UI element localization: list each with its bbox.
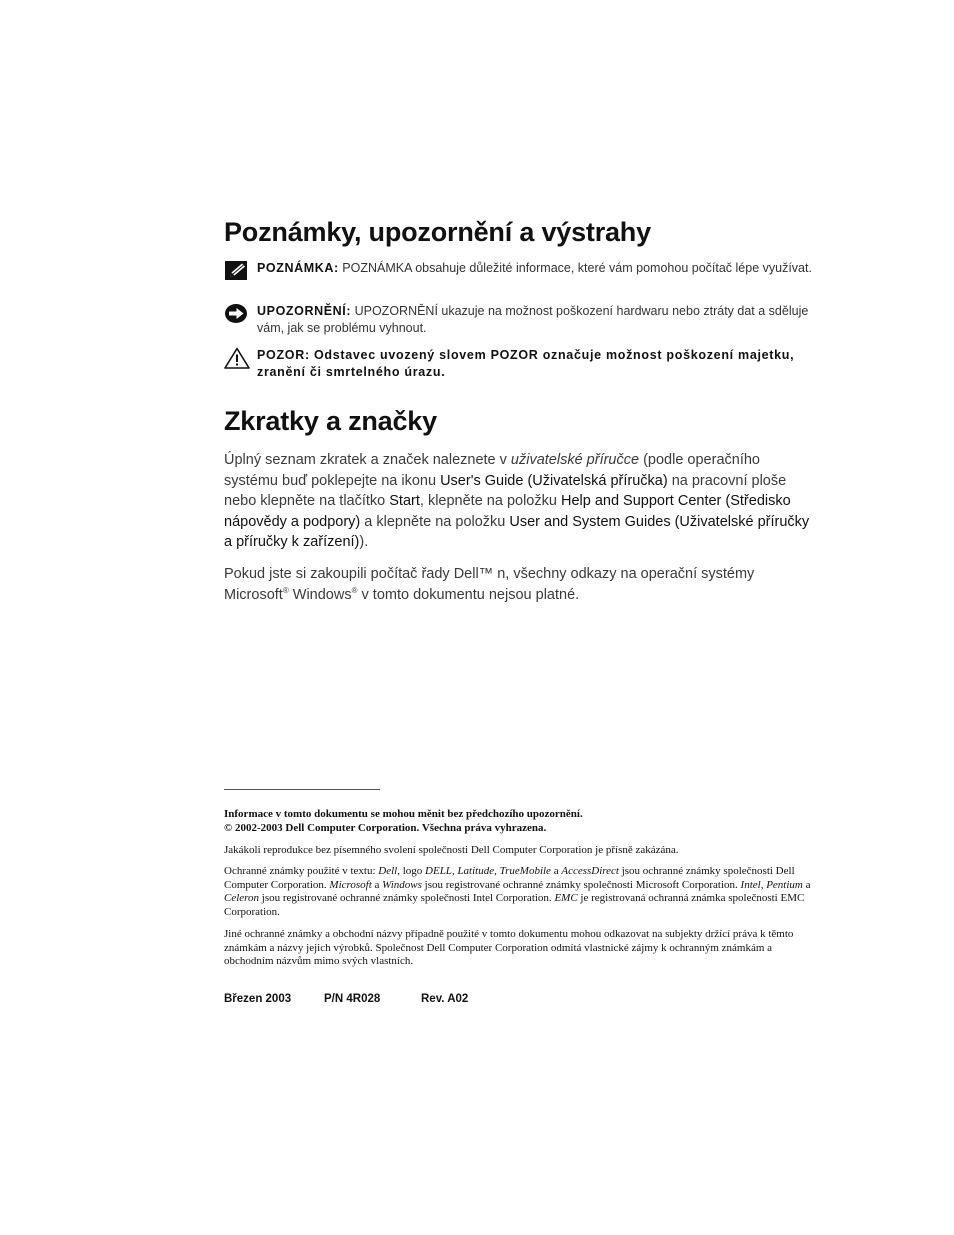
- legal-notice-header: [224, 808, 814, 835]
- start-button-label: Start: [389, 493, 420, 509]
- users-guide-icon-label: User's Guide (Uživatelská příručka): [440, 472, 668, 489]
- text-run: Windows: [288, 586, 352, 603]
- text-run: na pracovní ploše nebo klepněte na tlačítko: [224, 472, 787, 509]
- trademarks-text: [224, 865, 814, 919]
- text-run: (podle operačního systému buď poklepejte na ikonu: [224, 452, 760, 489]
- trademark-name: AccessDirect: [561, 865, 619, 877]
- trademark-name: Windows: [382, 878, 422, 891]
- legal-change-notice: Informace v tomto dokumentu se mohou měnit bez předchozího upozornění.: [224, 808, 583, 820]
- note-label: POZNÁMKA:: [257, 261, 339, 275]
- text-run: jsou registrované ochranné známky společnosti Microsoft Corporation.: [421, 878, 741, 891]
- trademark-name: EMC: [554, 892, 578, 905]
- caution-text: POZOR: Odstavec uvozený slovem POZOR označuje možnost poškození majetku, zranění či smrtelného úrazu.: [257, 348, 795, 379]
- help-support-center-label: Help and Support Center (Středisko nápovědy a podpory): [224, 493, 791, 530]
- notice-label: UPOZORNĚNÍ:: [257, 304, 352, 318]
- trademark-name: Latitude: [457, 865, 495, 877]
- registered-mark: ®: [282, 585, 289, 595]
- trademark-name: Intel: [740, 878, 761, 891]
- trademark-name: TrueMobile: [499, 865, 551, 877]
- user-system-guides-label: User and System Guides (Uživatelské příručky a příručky k zařízení): [224, 513, 810, 550]
- text-run: a: [371, 878, 383, 891]
- trademark-name: Dell: [378, 865, 398, 877]
- registered-mark: ®: [351, 585, 358, 595]
- text-run: ,: [760, 878, 767, 891]
- text-run: , logo: [397, 865, 426, 877]
- footnote-divider: [224, 789, 380, 790]
- users-guide-italic: uživatelské příručce: [510, 452, 640, 468]
- text-run: jsou ochranné známky společnosti Dell Computer Corporation.: [224, 865, 795, 891]
- section-title-abbreviations: Zkratky a značky: [224, 406, 437, 436]
- text-run: jsou registrované ochranné známky společnosti Intel Corporation.: [259, 892, 555, 905]
- notice-text: UPOZORNĚNÍ ukazuje na možnost poškození hardwaru nebo ztráty dat a sděluje vám, jak se problému vyhnout.: [257, 304, 809, 335]
- arrow-circle-icon: [224, 303, 250, 325]
- notice-block: [224, 303, 814, 337]
- text-run: a klepněte na položku: [360, 513, 510, 530]
- other-trademarks-notice: [224, 928, 814, 969]
- reproduction-text: Jakákoli reprodukce bez písemného svolení společnosti Dell Computer Corporation je přísně zakázána.: [224, 844, 679, 856]
- text-run: Ochranné známky použité v textu:: [224, 865, 379, 877]
- text-run: ).: [359, 534, 369, 550]
- text-run: v tomto dokumentu nejsou platné.: [357, 586, 580, 603]
- pencil-note-icon: [224, 260, 250, 282]
- document-footer: [224, 993, 468, 1005]
- trademark-name: Pentium: [766, 878, 803, 891]
- warning-triangle-icon: [224, 347, 250, 369]
- text-run: a: [550, 865, 562, 877]
- other-trademarks-text: Jiné ochranné známky a obchodní názvy případně použité v tomto dokumentu mohou odkazovat na subjekty držící práva k těmto známkám a názvy jejich výrobků. Společnost Dell Computer Corporation odmítá vlastnické zájmy k ochranným známkám a obchodním názvům mimo svých vlastních.: [224, 928, 794, 968]
- abbreviations-paragraph: [224, 450, 814, 553]
- text-run: ,: [451, 865, 458, 877]
- trademark-name: Celeron: [224, 892, 260, 905]
- copyright-line: © 2002-2003 Dell Computer Corporation. Všechna práva vyhrazena.: [224, 821, 547, 834]
- trademark-name: Microsoft: [329, 878, 372, 891]
- trademarks-notice: [224, 865, 814, 919]
- footer-date: Březen 2003: [224, 993, 292, 1005]
- note-block: [224, 260, 814, 277]
- footer-revision: Rev. A02: [421, 993, 469, 1005]
- caution-block: [224, 347, 814, 381]
- text-run: ,: [494, 865, 500, 877]
- footer-part-number: P/N 4R028: [324, 993, 381, 1005]
- text-run: , klepněte na položku: [419, 493, 561, 509]
- text-run: Úplný seznam zkratek a značek naleznete v: [224, 452, 511, 468]
- text-run: a: [802, 878, 811, 891]
- section-title-notes: Poznámky, upozornění a výstrahy: [224, 217, 651, 247]
- trademark-name: DELL: [425, 865, 452, 877]
- reproduction-notice: [224, 844, 814, 858]
- dell-n-series-paragraph: [224, 564, 814, 605]
- note-text: POZNÁMKA obsahuje důležité informace, které vám pomohou počítač lépe využívat.: [342, 261, 812, 275]
- text-run: Pokud jste si zakoupili počítač řady Dell™ n, všechny odkazy na operační systémy Microsoft: [224, 566, 755, 603]
- text-run: je registrovaná ochranná známka společnosti EMC Corporation.: [224, 892, 805, 918]
